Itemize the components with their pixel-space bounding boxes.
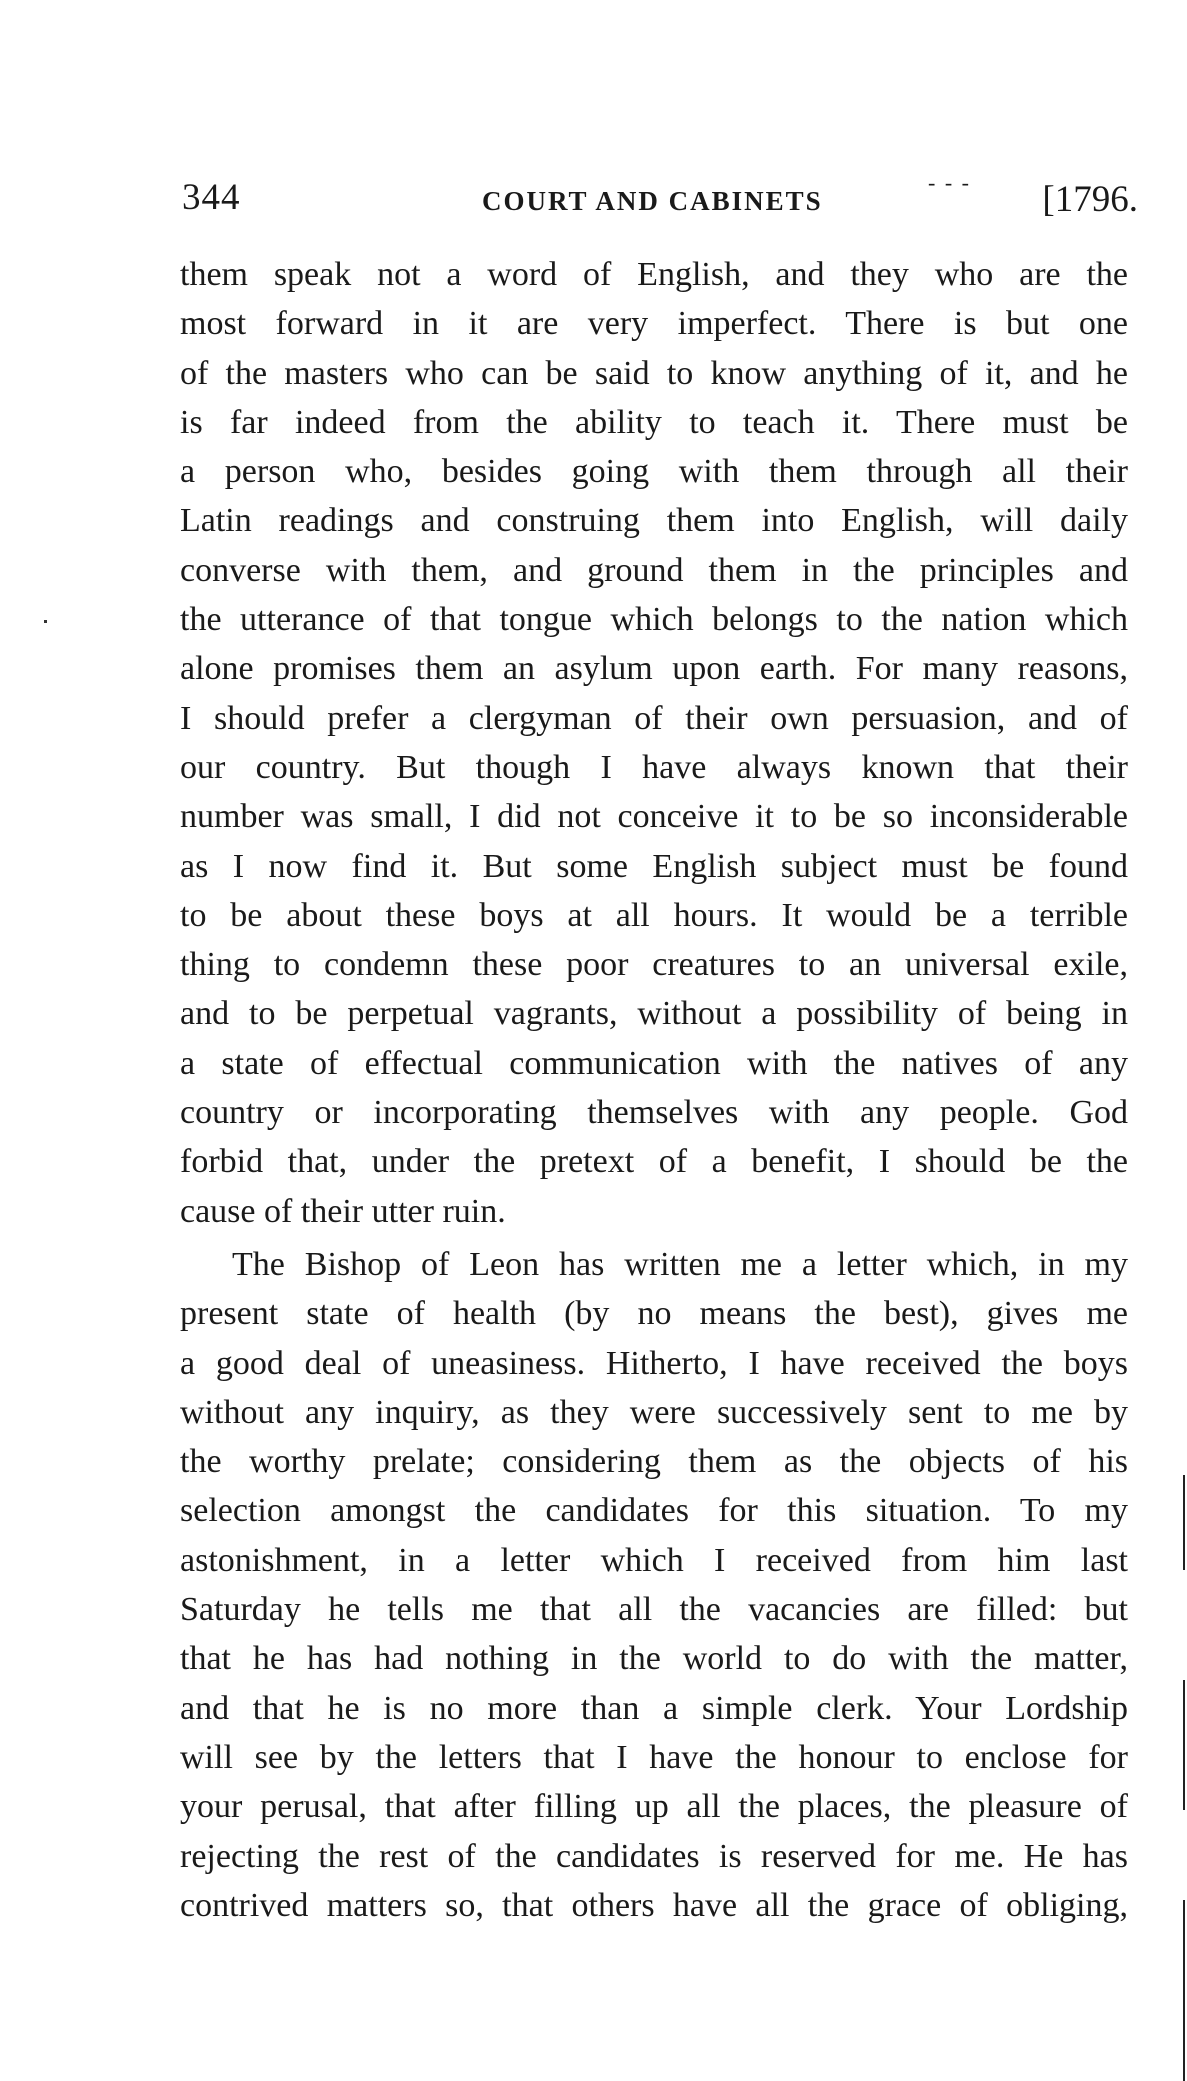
text-line: will see by the letters that I have the honour to enclose for xyxy=(180,1738,1128,1776)
text-line: thing to condemn these poor creatures to an universal exile, xyxy=(180,946,1128,984)
scan-edge-mark-middle xyxy=(1183,1680,1185,1810)
text-line: as I now find it. But some English subject must be found xyxy=(180,847,1128,885)
text-line: of the masters who can be said to know anything of it, and he xyxy=(180,354,1128,392)
scan-edge-mark-top xyxy=(1183,1475,1185,1570)
text-line: cause of their utter ruin. xyxy=(180,1192,506,1230)
text-line: and to be perpetual vagrants, without a possibility of being in xyxy=(180,995,1128,1033)
text-line: country or incorporating themselves with any people. God xyxy=(180,1094,1128,1132)
paragraph-2 xyxy=(180,1240,1128,1930)
text-line: a good deal of uneasiness. Hitherto, I have received the boys xyxy=(180,1344,1128,1382)
text-line: and that he is no more than a simple clerk. Your Lordship xyxy=(180,1689,1128,1727)
text-line: rejecting the rest of the candidates is reserved for me. He has xyxy=(180,1837,1128,1875)
scan-edge-mark-bottom xyxy=(1183,1900,1185,2081)
paragraph-1 xyxy=(180,250,1128,1236)
text-line: to be about these boys at all hours. It would be a terrible xyxy=(180,896,1128,934)
running-title: COURT AND CABINETS xyxy=(482,186,823,216)
text-line: most forward in it are very imperfect. There is but one xyxy=(180,305,1128,343)
text-line: present state of health (by no means the best), gives me xyxy=(180,1295,1128,1333)
text-line: I should prefer a clergyman of their own persuasion, and of xyxy=(180,699,1128,737)
text-line: that he has had nothing in the world to do with the matter, xyxy=(180,1640,1128,1678)
text-line: a person who, besides going with them through all their xyxy=(180,453,1128,491)
text-line: is far indeed from the ability to teach it. There must be xyxy=(180,403,1128,441)
header-year: [1796. xyxy=(1042,179,1138,220)
text-line: converse with them, and ground them in the principles and xyxy=(180,551,1128,589)
page-number: 344 xyxy=(182,177,241,218)
text-line: alone promises them an asylum upon earth. For many reasons, xyxy=(180,650,1128,688)
text-line: contrived matters so, that others have all the grace of obliging, xyxy=(180,1886,1128,1924)
text-line: Saturday he tells me that all the vacancies are filled: but xyxy=(180,1591,1128,1629)
text-line: our country. But though I have always known that their xyxy=(180,748,1128,786)
text-line: your perusal, that after filling up all the places, the pleasure of xyxy=(180,1788,1128,1826)
text-line: number was small, I did not conceive it to be so inconsiderable xyxy=(180,798,1128,836)
header-mark: - - - xyxy=(928,170,971,195)
text-line: without any inquiry, as they were successively sent to me by xyxy=(180,1393,1128,1431)
text-line: Latin readings and construing them into English, will daily xyxy=(180,502,1128,540)
page-header xyxy=(182,170,1138,230)
margin-speck xyxy=(44,620,47,623)
text-line: The Bishop of Leon has written me a letter which, in my xyxy=(232,1245,1128,1283)
text-line: astonishment, in a letter which I received from him last xyxy=(180,1541,1128,1579)
text-line: the worthy prelate; considering them as the objects of his xyxy=(180,1443,1128,1481)
text-line: a state of effectual communication with the natives of any xyxy=(180,1044,1128,1082)
text-line: selection amongst the candidates for this situation. To my xyxy=(180,1492,1128,1530)
text-line: forbid that, under the pretext of a benefit, I should be the xyxy=(180,1143,1128,1181)
text-line: them speak not a word of English, and they who are the xyxy=(180,256,1128,293)
text-line: the utterance of that tongue which belongs to the nation which xyxy=(180,601,1128,639)
body-text xyxy=(180,250,1128,1930)
